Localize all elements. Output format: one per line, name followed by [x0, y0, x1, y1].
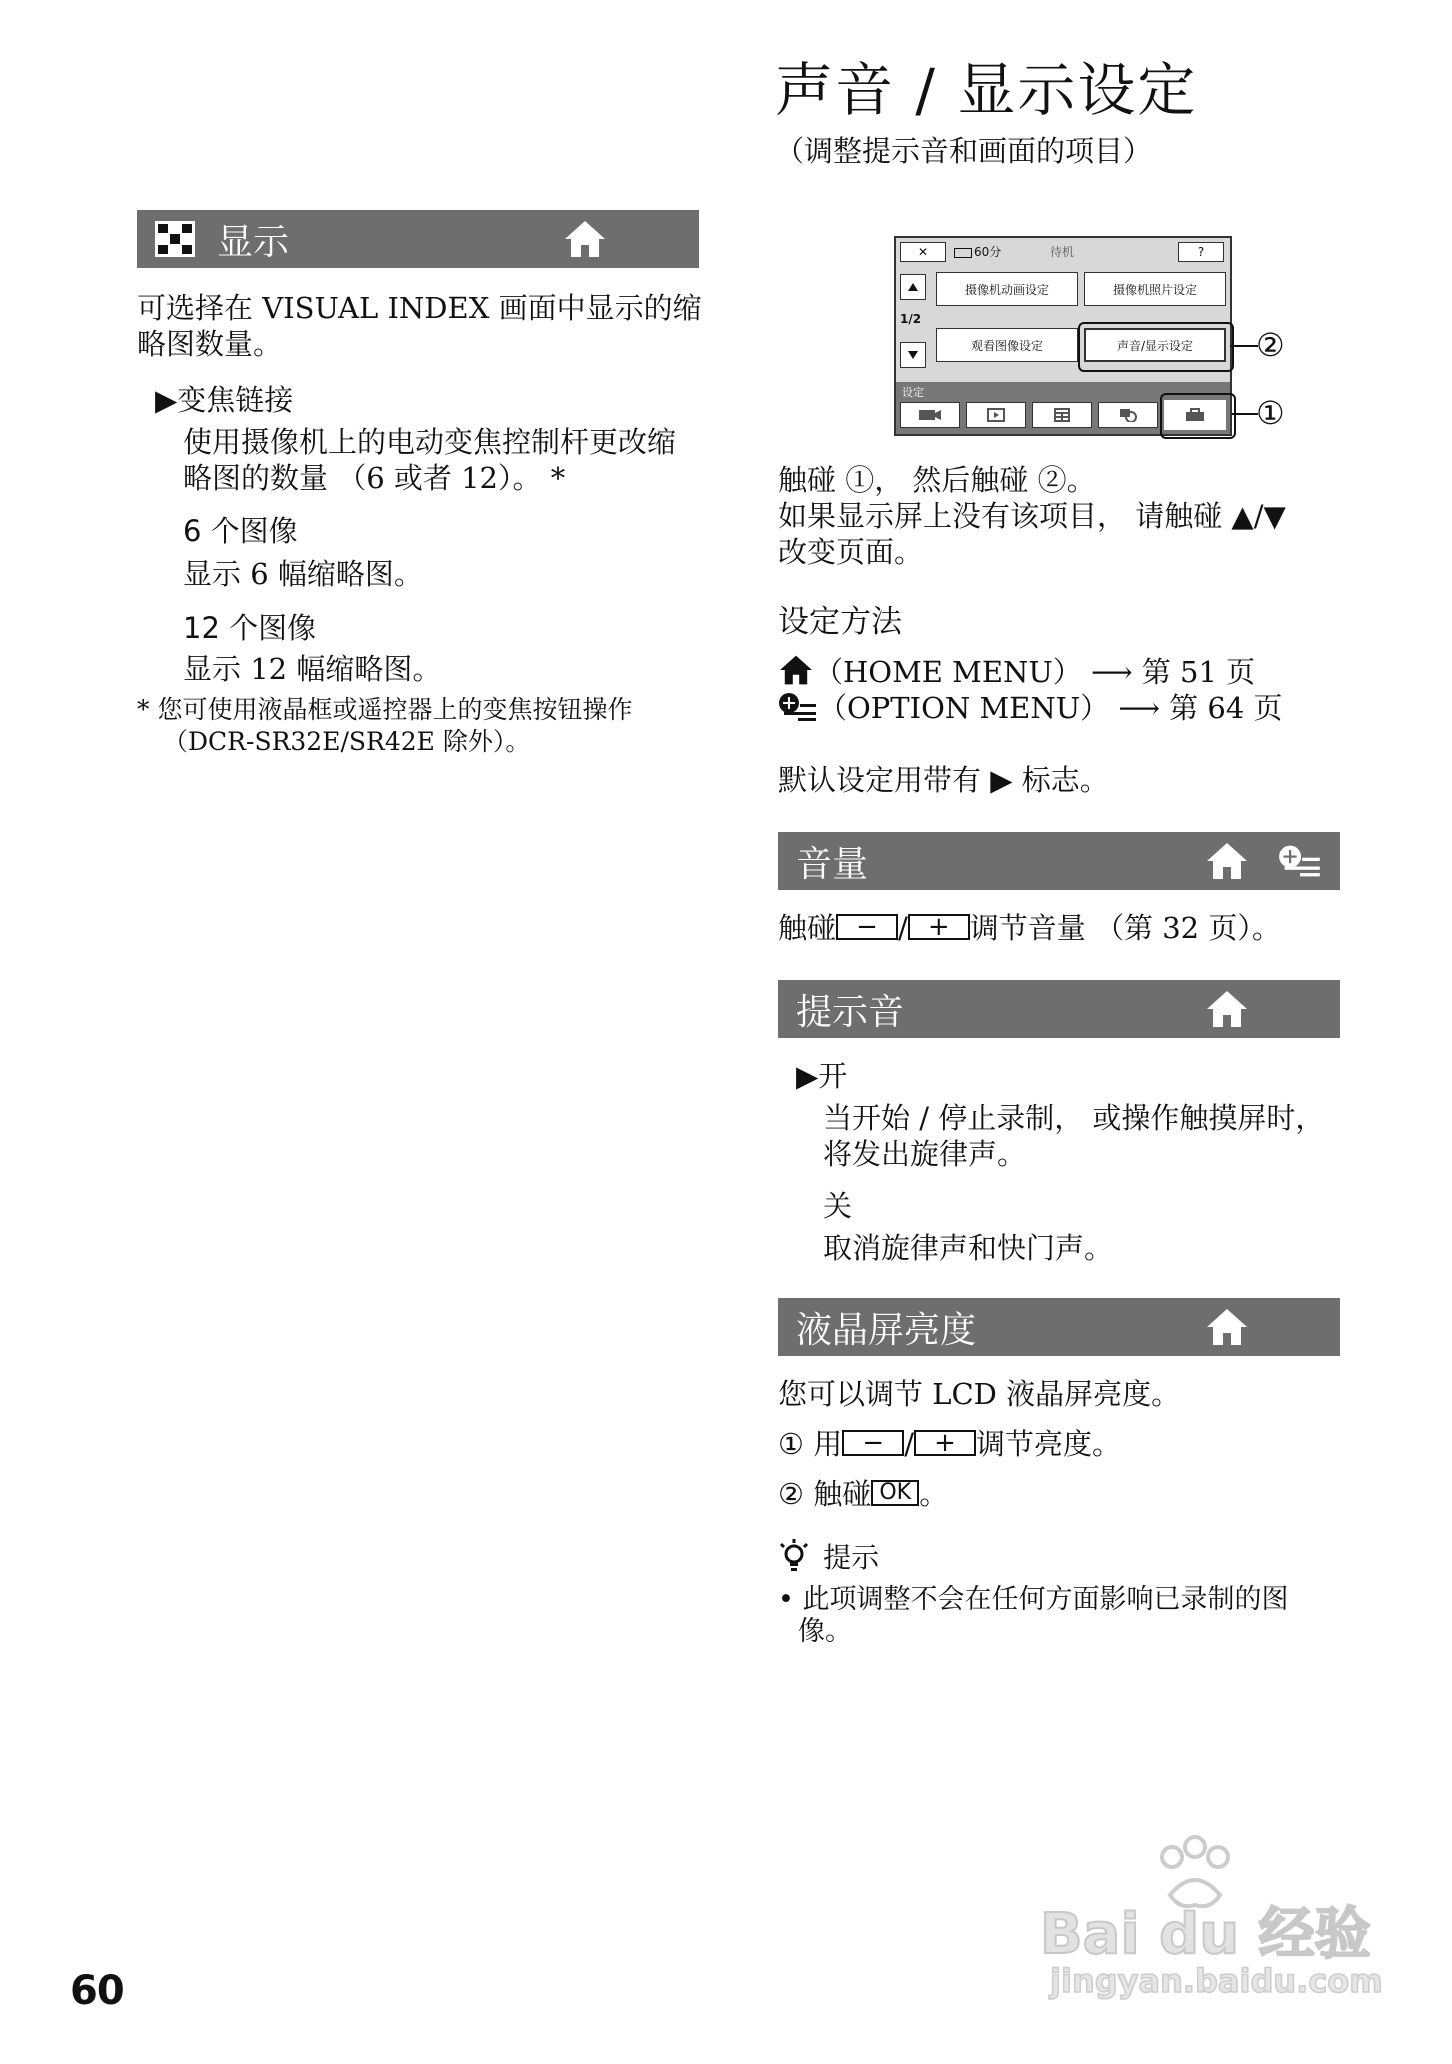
- volume-minus-button: −: [836, 914, 898, 940]
- home-icon: [563, 219, 607, 259]
- lcd-page-down-button: [900, 342, 926, 368]
- lcd-brightness-section-title: 液晶屏亮度: [796, 1309, 977, 1351]
- default-note: 默认设定用带有 ▶ 标志。: [778, 763, 1109, 797]
- home-icon: [1205, 1307, 1249, 1347]
- six-images-desc: 显示 6 幅缩略图。: [183, 557, 423, 591]
- brightness-plus-button: +: [914, 1430, 976, 1456]
- volume-text-b: 调节音量 （第 32 页）。: [969, 911, 1281, 945]
- callout-leader-1: [1232, 413, 1258, 415]
- lcd-step1: [778, 1426, 1121, 1462]
- step1-number: ①: [778, 1427, 804, 1461]
- lcd-battery-indicator: [954, 242, 1001, 262]
- beep-section-title: 提示音: [796, 991, 905, 1033]
- watermark-brand: Bai du 经验: [1040, 1902, 1371, 1967]
- lcd-battery-text: 60分: [974, 245, 1002, 259]
- home-icon: [1205, 989, 1249, 1029]
- zoom-link-desc-line2: 略图的数量 （6 或者 12）。 *: [183, 461, 566, 495]
- zoom-link-title: ▶变焦链接: [155, 383, 294, 417]
- brightness-minus-button: −: [842, 1430, 904, 1456]
- footnote-line2: （DCR-SR32E/SR42E 除外）。: [163, 727, 531, 756]
- option-menu-icon: [778, 692, 818, 722]
- step1-text-a: 用: [813, 1427, 843, 1461]
- home-icon: [778, 654, 814, 686]
- lcd-brightness-intro: 您可以调节 LCD 液晶屏亮度。: [778, 1377, 1181, 1411]
- option-menu-icon: [1278, 844, 1322, 878]
- camera-icon: [919, 409, 941, 421]
- callout-highlight-1: [1160, 393, 1236, 439]
- volume-plus-button: +: [908, 914, 970, 940]
- lcd-tab-disc: [1098, 402, 1158, 428]
- page-number: 60: [70, 1968, 124, 2014]
- page-title: 声音 / 显示设定: [775, 56, 1198, 124]
- down-arrow-icon: [908, 351, 918, 359]
- disc-icon: [1119, 408, 1137, 422]
- callout-leader-2: [1230, 345, 1258, 347]
- lcd-tab-play: [966, 402, 1026, 428]
- beep-on-desc-line1: 当开始 / 停止录制， 或操作触摸屏时，: [823, 1101, 1325, 1135]
- home-icon: [1205, 841, 1249, 881]
- twelve-images-desc: 显示 12 幅缩略图。: [183, 652, 442, 686]
- tip-title: 提示: [823, 1541, 880, 1574]
- volume-slash: /: [898, 911, 908, 945]
- lcd-step2: [778, 1476, 948, 1512]
- lcd-camera-movie-settings: 摄像机动画设定: [936, 272, 1078, 306]
- lcd-close-button: ✕: [900, 242, 946, 262]
- up-arrow-icon: [908, 283, 918, 291]
- beep-on-desc-line2: 将发出旋律声。: [823, 1137, 1027, 1171]
- method-home-text: （HOME MENU） ⟶ 第 51 页: [814, 655, 1256, 689]
- display-section-header: [137, 210, 699, 268]
- lcd-brightness-section-header: [778, 1298, 1340, 1356]
- volume-text-a: 触碰: [778, 911, 837, 945]
- lcd-tab-camera: [900, 402, 960, 428]
- instruction-line3: 改变页面。: [778, 535, 924, 569]
- lcd-page-indicator: 1/2: [900, 312, 922, 326]
- zoom-link-desc-line1: 使用摄像机上的电动变焦控制杆更改缩: [183, 425, 677, 459]
- tip-header: [778, 1536, 879, 1576]
- beep-section-header: [778, 980, 1340, 1038]
- instruction-line1: 触碰 ①， 然后触碰 ②。: [778, 463, 1096, 497]
- lcd-tab-list: [1032, 402, 1092, 428]
- lcd-status: 待机: [1050, 245, 1075, 259]
- instruction-line2: 如果显示屏上没有该项目， 请触碰 ▲/▼: [778, 499, 1286, 533]
- volume-section-title: 音量: [796, 843, 869, 885]
- watermark-url: jingyan.baidu.com: [1050, 1962, 1383, 2000]
- twelve-images-title: 12 个图像: [183, 611, 317, 645]
- method-option-text: （OPTION MENU） ⟶ 第 64 页: [818, 691, 1283, 725]
- step1-text-b: 调节亮度。: [976, 1427, 1122, 1461]
- volume-section-header: [778, 832, 1340, 890]
- method-option-line: [778, 690, 1282, 726]
- step2-number: ②: [778, 1477, 804, 1511]
- step2-text-b: 。: [919, 1477, 949, 1511]
- checker-grid-icon: [155, 221, 195, 257]
- callout-number-1: ①: [1256, 394, 1285, 432]
- lcd-sound-display-settings: 声音/显示设定: [1084, 328, 1226, 362]
- tip-text-line2: 像。: [798, 1616, 852, 1647]
- display-intro-line1: 可选择在 VISUAL INDEX 画面中显示的缩: [137, 291, 702, 325]
- lightbulb-icon: [778, 1539, 810, 1573]
- method-title: 设定方法: [778, 604, 902, 640]
- callout-highlight-2: [1078, 322, 1234, 372]
- method-home-line: [778, 654, 1255, 690]
- volume-text-line: [778, 910, 1281, 946]
- list-icon: [1054, 408, 1070, 422]
- lcd-tab-label: 设定: [902, 386, 924, 399]
- page-subtitle: （调整提示音和画面的项目）: [775, 134, 1153, 168]
- six-images-title: 6 个图像: [183, 514, 298, 548]
- callout-number-2: ②: [1256, 326, 1285, 364]
- beep-off-title: 关: [823, 1189, 853, 1223]
- lcd-camera-photo-settings: 摄像机照片设定: [1084, 272, 1226, 306]
- footnote-line1: * 您可使用液晶框或遥控器上的变焦按钮操作: [137, 695, 633, 724]
- tip-text-line1: • 此项调整不会在任何方面影响已录制的图: [778, 1584, 1289, 1615]
- step1-slash: /: [904, 1427, 915, 1461]
- beep-on-title: ▶开: [796, 1059, 848, 1093]
- lcd-view-image-settings: 观看图像设定: [936, 328, 1078, 362]
- lcd-help-button: ?: [1178, 242, 1224, 262]
- display-section-title: 显示: [217, 221, 290, 263]
- play-icon: [987, 408, 1005, 422]
- ok-button: OK: [871, 1480, 919, 1506]
- display-intro-line2: 略图数量。: [137, 327, 283, 361]
- beep-off-desc: 取消旋律声和快门声。: [823, 1231, 1114, 1265]
- battery-icon: [954, 248, 972, 258]
- lcd-page-up-button: [900, 274, 926, 300]
- step2-text-a: 触碰: [813, 1477, 872, 1511]
